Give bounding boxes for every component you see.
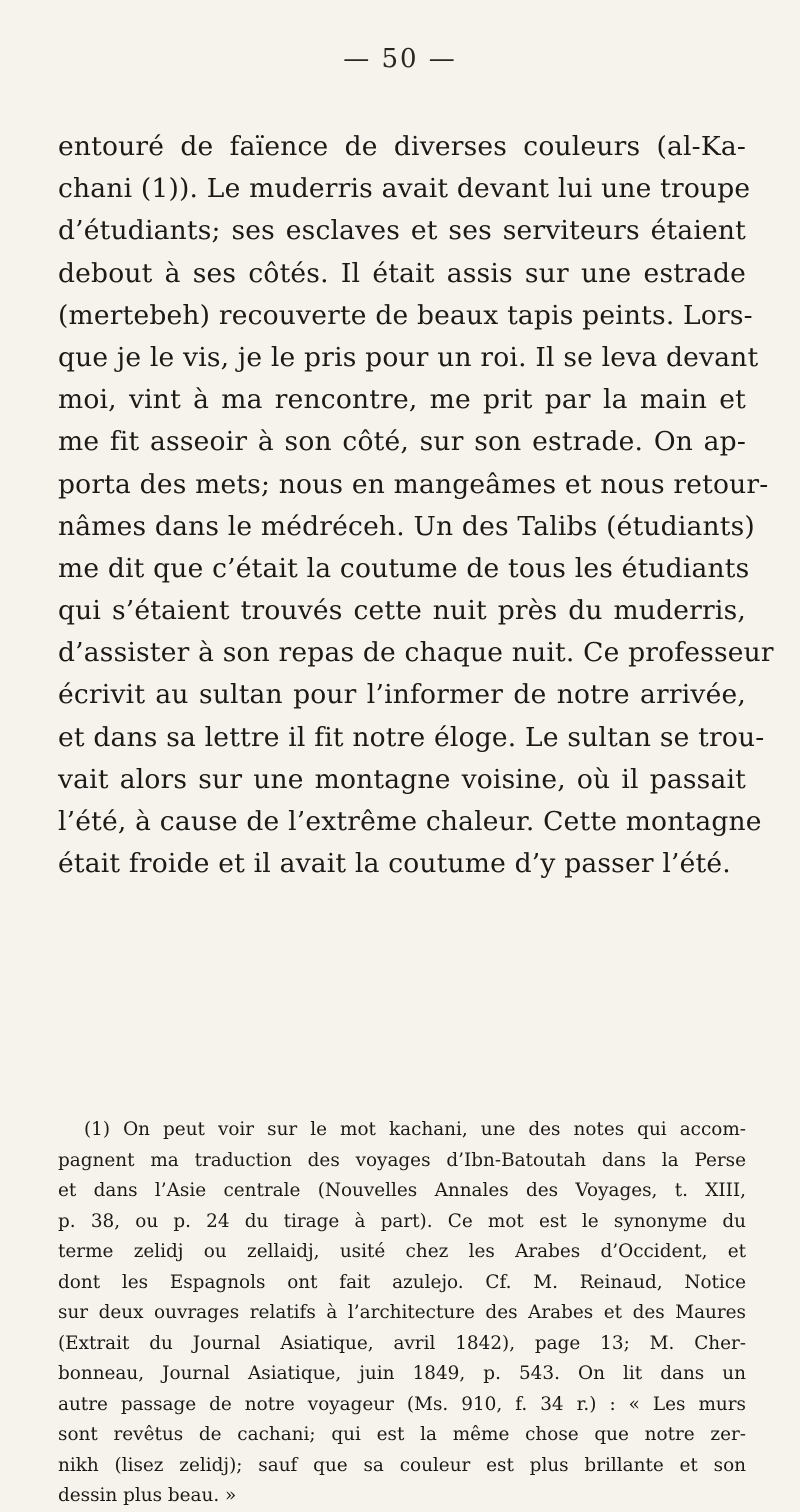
footnote-line: nikh (lisez zelidj); sauf que sa couleur est plus brillante et son xyxy=(58,1454,746,1476)
footnote-line: dessin plus beau. » xyxy=(58,1485,237,1506)
text-line: vait alors sur une montagne voisine, où il passait xyxy=(58,763,746,795)
text-line: me fit asseoir à son côté, sur son estrade. On ap- xyxy=(58,426,746,458)
footnote-line: terme zelidj ou zellaidj, usité chez les Arabes d’Occident, et xyxy=(58,1241,746,1262)
footnote-line: sont revêtus de cachani; qui est la même chose que notre zer- xyxy=(58,1424,746,1445)
text-line: chani (1)). Le muderris avait devant lui une troupe xyxy=(58,173,751,205)
text-line: porta des mets; nous en mangeâmes et nous retour- xyxy=(58,468,769,500)
text-line: debout à ses côtés. Il était assis sur une estrade xyxy=(58,257,746,289)
page-number: — 50 — xyxy=(343,44,457,74)
text-line: moi, vint à ma rencontre, me prit par la main et xyxy=(58,384,746,416)
footnote xyxy=(58,1115,746,1512)
text-line: d’assister à son repas de chaque nuit. Ce professeur xyxy=(58,637,774,669)
footnote-line: pagnent ma traduction des voyages d’Ibn-Batoutah dans la Perse xyxy=(58,1149,746,1171)
text-line: et dans sa lettre il fit notre éloge. Le sultan se trou- xyxy=(58,721,765,753)
footnote-line: autre passage de notre voyageur (Ms. 910, f. 34 r.) : « Les murs xyxy=(58,1393,746,1415)
footnote-line: p. 38, ou p. 24 du tirage à part). Ce mot est le synonyme du xyxy=(58,1210,746,1232)
footnote-line: (1) On peut voir sur le mot kachani, une des notes qui accom- xyxy=(84,1119,746,1140)
footnote-line: bonneau, Journal Asiatique, juin 1849, p. 543. On lit dans un xyxy=(58,1363,746,1384)
text-line: était froide et il avait la coutume d’y passer l’été. xyxy=(58,848,731,880)
text-line: qui s’étaient trouvés cette nuit près du muderris, xyxy=(58,595,746,627)
text-line: écrivit au sultan pour l’informer de notre arrivée, xyxy=(58,679,746,711)
text-line: l’été, à cause de l’extrême chaleur. Cette montagne xyxy=(58,806,762,837)
text-line: d’étudiants; ses esclaves et ses serviteurs étaient xyxy=(58,215,746,247)
main-text xyxy=(58,126,774,885)
footnote-line: sur deux ouvrages relatifs à l’architecture des Arabes et des Maures xyxy=(58,1302,746,1323)
text-line: que je le vis, je le pris pour un roi. Il se leva devant xyxy=(58,341,759,373)
footnote-line: et dans l’Asie centrale (Nouvelles Annales des Voyages, t. XIII, xyxy=(58,1180,746,1201)
footnote-line: dont les Espagnols ont fait azulejo. Cf. M. Reinaud, Notice xyxy=(58,1271,746,1293)
text-line: entouré de faïence de diverses couleurs (al-Ka- xyxy=(58,131,746,162)
text-line: (mertebeh) recouverte de beaux tapis peints. Lors- xyxy=(58,299,753,331)
footnote-line: (Extrait du Journal Asiatique, avril 1842), page 13; M. Cher- xyxy=(58,1332,746,1354)
text-line: me dit que c’était la coutume de tous les étudiants xyxy=(58,552,750,584)
text-line: nâmes dans le médréceh. Un des Talibs (étudiants) xyxy=(58,510,755,542)
